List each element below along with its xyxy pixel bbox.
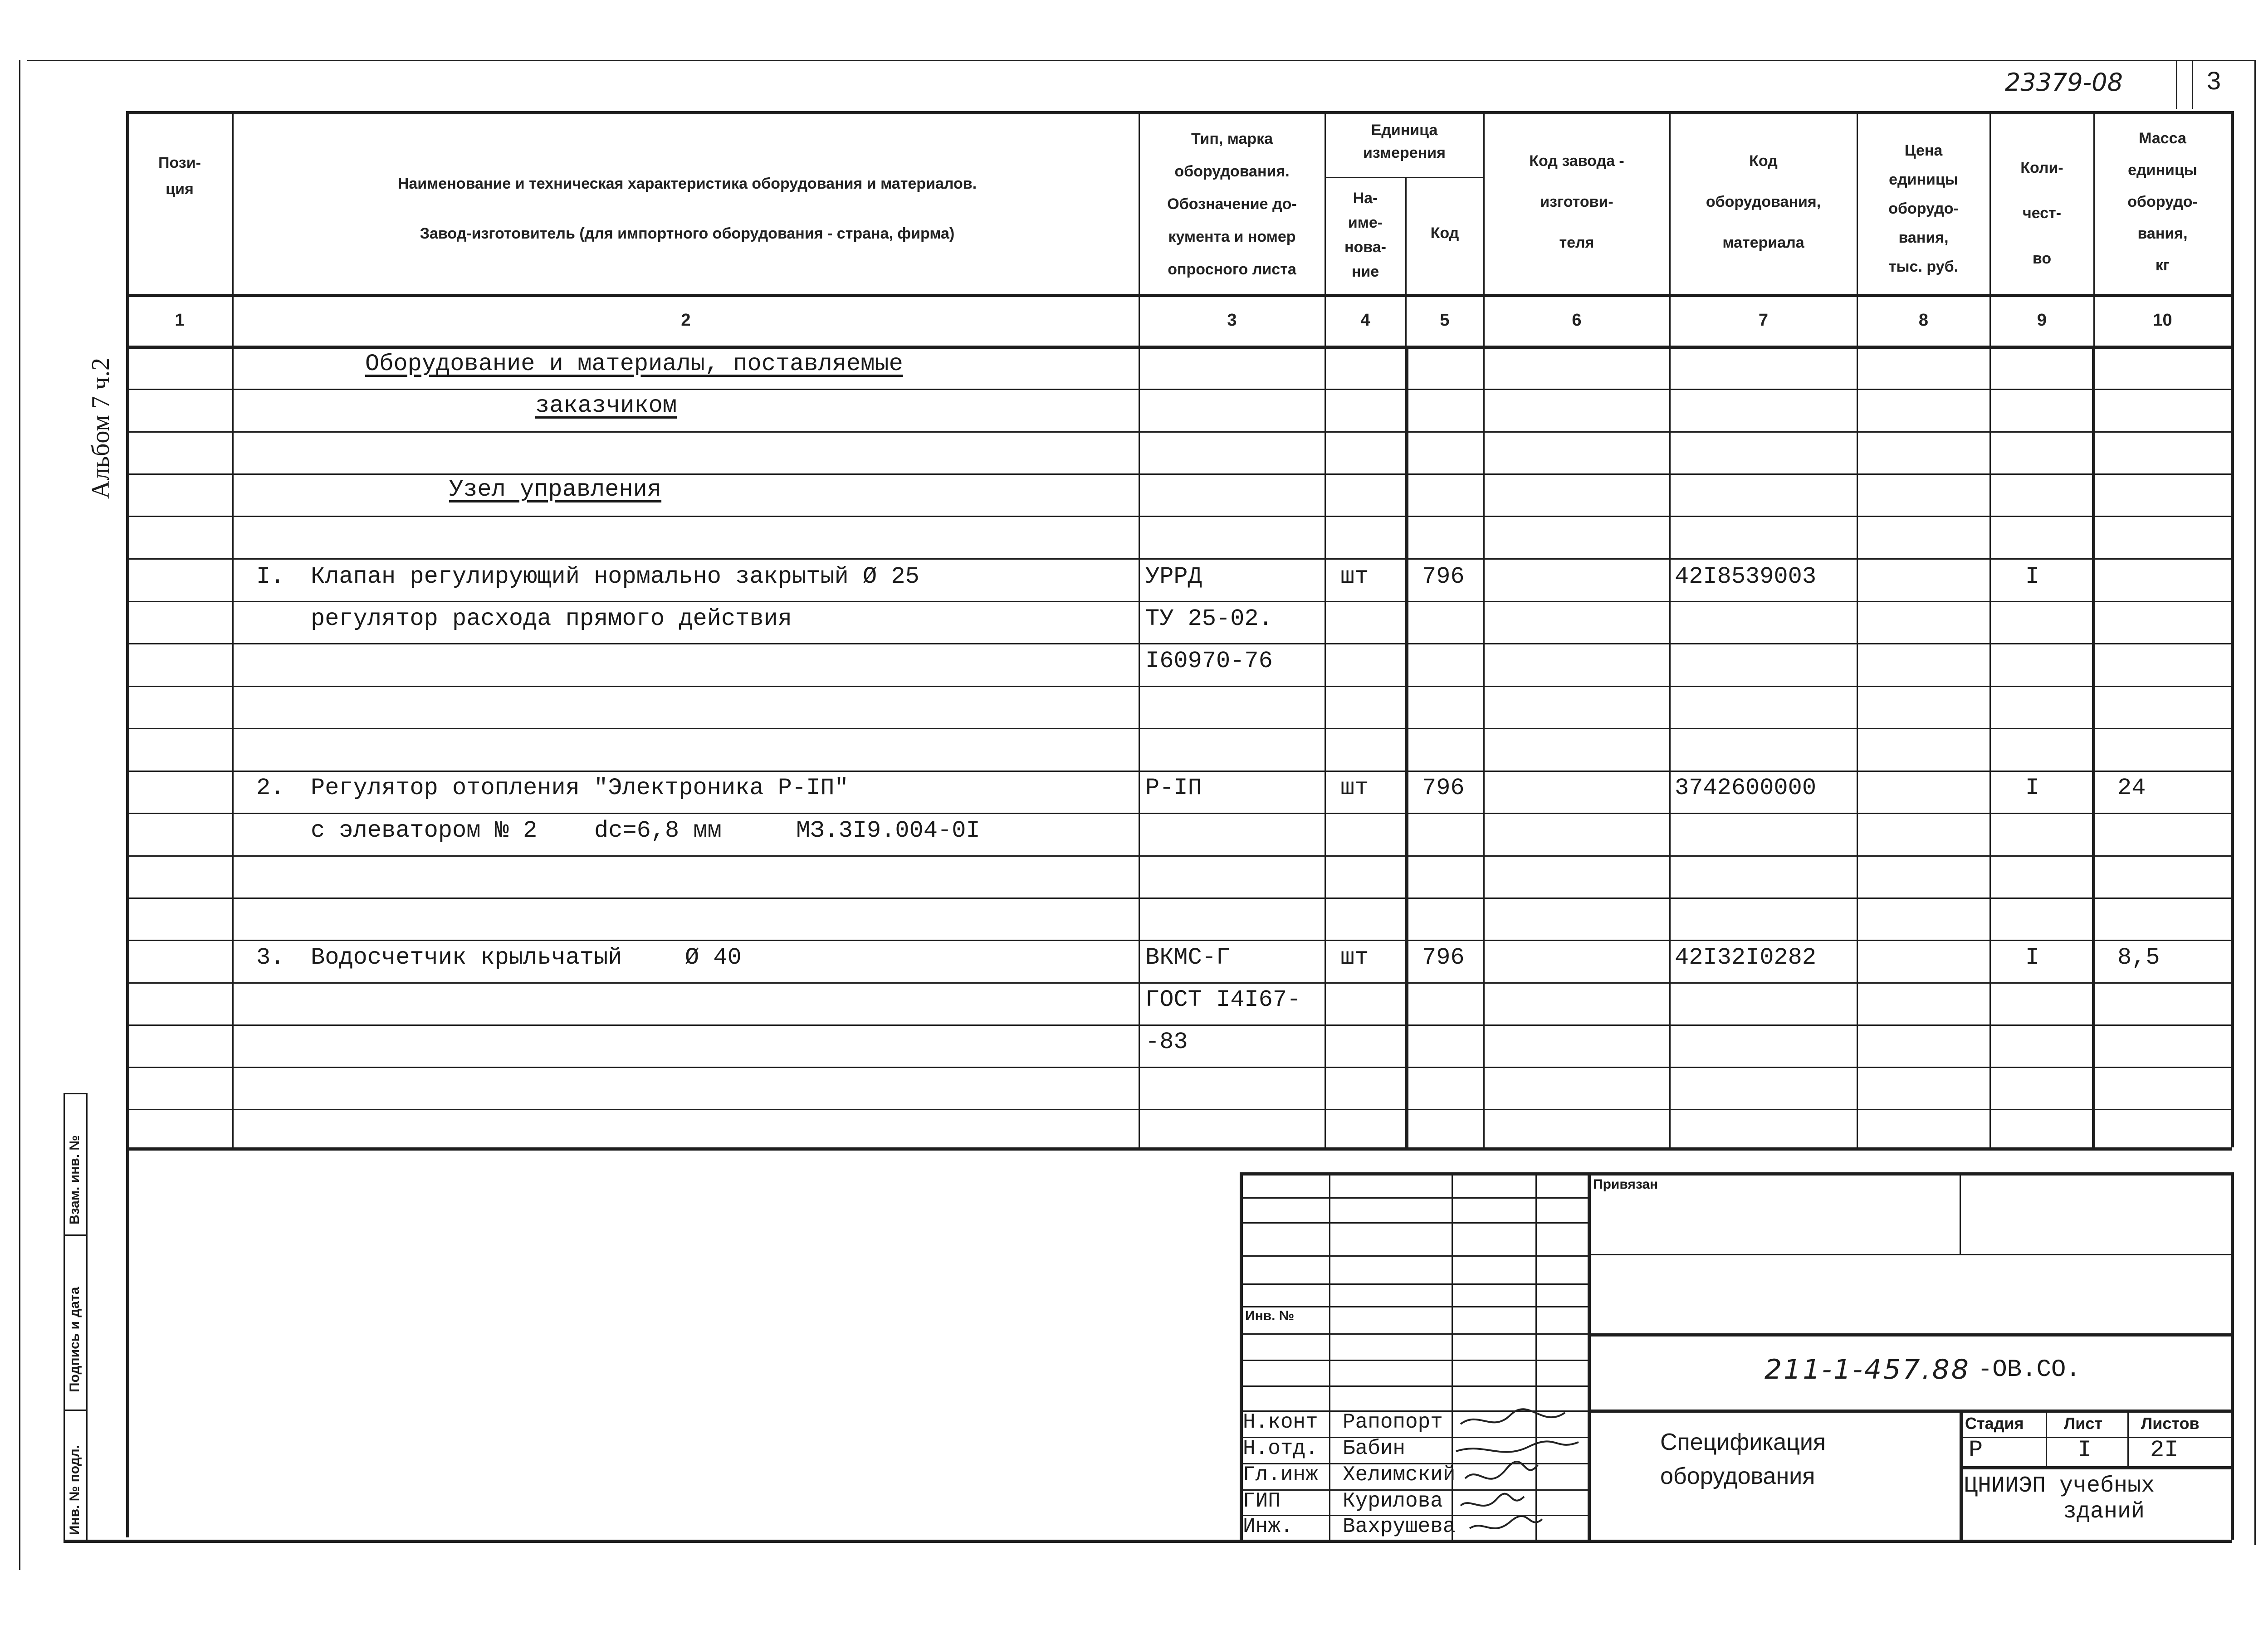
tb-line: [1240, 1197, 1588, 1199]
tb-role: ГИП: [1243, 1489, 1281, 1513]
item-type-cont: ГОСТ I4I67-: [1145, 986, 1301, 1013]
hdr-text: Код: [1749, 152, 1778, 170]
hdr-text: вания,: [2137, 225, 2188, 242]
row-line: [126, 855, 2232, 857]
tb-line: [1960, 1466, 2231, 1469]
tb-sheet-value: I: [2077, 1437, 2092, 1463]
subsection-title: Узел управления: [449, 476, 662, 503]
item-equip-code: 3742600000: [1675, 775, 1817, 801]
row-line: [126, 431, 2232, 433]
row-line: [126, 473, 2232, 475]
row-line: [126, 813, 2232, 814]
hdr-text: ние: [1351, 263, 1379, 280]
row-line: [126, 643, 2232, 644]
item-unit-code: 796: [1422, 775, 1465, 801]
item-position: 3.: [256, 944, 285, 971]
tb-privyazan: Привязан: [1593, 1177, 1658, 1192]
section-title-cont: заказчиком: [535, 392, 677, 419]
item-qty: I: [2025, 563, 2040, 590]
row-line: [126, 1024, 2232, 1026]
item-type-cont: ТУ 25-02.: [1145, 605, 1273, 632]
stamp-replace-inv: Взам. инв. №: [67, 1135, 82, 1224]
tb-doc-code: 211-1-457.88: [1765, 1354, 1970, 1385]
hdr-unit-group: [1325, 119, 1483, 164]
row-line: [126, 1109, 2232, 1110]
doc-ref-handwritten: 23379-08: [2005, 68, 2123, 97]
row-line: [126, 771, 2232, 772]
hdr-text: оборудования,: [1706, 193, 1821, 210]
hdr-text: материала: [1722, 234, 1804, 251]
right-frame-line: [2254, 60, 2256, 1545]
item-name: Водосчетчик крыльчатый: [311, 944, 622, 971]
ref-box-divider: [2192, 60, 2193, 109]
hdr-text: Масса: [2139, 130, 2186, 147]
row-line: [126, 728, 2232, 729]
hdr-text: теля: [1559, 234, 1594, 251]
bracket-left: [1405, 346, 1408, 1148]
hdr-text: нова-: [1344, 239, 1386, 256]
hdr-text: измерения: [1363, 144, 1446, 161]
hdr-text: оборудования.: [1174, 163, 1290, 180]
stamp-line: [64, 1093, 86, 1094]
item-unit: шт: [1340, 944, 1369, 971]
tb-role: Н.конт: [1243, 1410, 1318, 1434]
tb-sheet-label: Лист: [2064, 1414, 2103, 1433]
tb-line: [1588, 1254, 2231, 1255]
tb-role: Инж.: [1243, 1515, 1293, 1538]
hdr-text: Коли-: [2020, 159, 2063, 176]
colnum: 6: [1572, 311, 1582, 330]
tb-divider: [1588, 1172, 1591, 1540]
colnum: 9: [2037, 311, 2047, 330]
row-line: [126, 558, 2232, 560]
tb-line: [1588, 1333, 2231, 1336]
row-line: [126, 686, 2232, 687]
tb-line: [1588, 1410, 2231, 1413]
tb-left: [1240, 1172, 1243, 1540]
hdr-mass: [2094, 122, 2231, 281]
row-line: [126, 1067, 2232, 1068]
col-line: [1483, 111, 1485, 1147]
hdr-equip-code: [1670, 141, 1857, 263]
hdr-text: тыс. руб.: [1888, 258, 1959, 275]
stamp-line: [64, 1410, 86, 1411]
tb-line: [1960, 1410, 1963, 1540]
item-qty: I: [2025, 775, 2040, 801]
tb-right: [2231, 1172, 2234, 1540]
hdr-text: Цена: [1904, 142, 1943, 159]
tb-role: Гл.инж: [1243, 1463, 1318, 1487]
hdr-text: Единица: [1371, 122, 1438, 139]
tb-person: Бабин: [1343, 1437, 1406, 1460]
item-name-extra: dс=6,8 мм: [594, 817, 722, 844]
col-line: [2231, 111, 2234, 1147]
hdr-text: во: [2032, 250, 2052, 267]
tb-doc-suffix: -ОВ.СО.: [1978, 1356, 2081, 1384]
item-name-ref: МЗ.3I9.004-0I: [796, 817, 980, 844]
hdr-text: оборудо-: [2127, 193, 2198, 210]
tb-title: Спецификация: [1660, 1429, 1826, 1455]
tb-line: [1240, 1255, 1588, 1257]
table-top: [126, 111, 2232, 114]
item-unit-code: 796: [1422, 944, 1465, 971]
hdr-text: ция: [166, 180, 194, 198]
hdr-text: име-: [1348, 214, 1383, 231]
hdr-text: Обозначение до-: [1167, 195, 1297, 213]
hdr-name: [236, 159, 1139, 259]
hdr-factory-code: [1484, 141, 1669, 263]
row-line: [126, 389, 2232, 390]
col-line: [1669, 111, 1671, 1147]
tb-line: [1240, 1333, 1588, 1335]
tb-line: [1240, 1222, 1588, 1224]
tb-title-cont: оборудования: [1660, 1463, 1815, 1489]
hdr-text: Тип, марка: [1191, 130, 1273, 147]
hdr-text: единицы: [1889, 171, 1958, 188]
item-equip-code: 42I32I0282: [1675, 944, 1817, 971]
item-equip-code: 42I8539003: [1675, 563, 1817, 590]
hdr-qty: [1990, 145, 2093, 281]
item-type: Р-IП: [1145, 775, 1202, 801]
row-line: [126, 601, 2232, 602]
stamp-line: [64, 1093, 65, 1540]
hdr-unit-name: [1325, 186, 1405, 284]
row-line: [126, 982, 2232, 984]
hdr-text: Код завода -: [1529, 152, 1624, 170]
item-name: Клапан регулирующий нормально закрытый Ø 25: [311, 563, 919, 590]
tb-line: [1329, 1172, 1330, 1540]
item-mass: 8,5: [2117, 944, 2160, 971]
top-frame-line: [27, 60, 2254, 61]
hdr-unit-code: Код: [1430, 224, 1459, 242]
hdr-price: [1857, 136, 1989, 281]
tb-line: [1960, 1172, 1961, 1254]
item-mass: 24: [2117, 775, 2146, 801]
hdr-text: Наименование и техническая характеристика оборудования и материалов.: [397, 175, 977, 192]
bracket-right: [2092, 346, 2095, 1148]
tb-line: [1240, 1306, 1588, 1307]
tb-role: Н.отд.: [1243, 1437, 1318, 1460]
item-position: I.: [256, 563, 285, 590]
hdr-text: вания,: [1898, 229, 1949, 246]
colnum: 8: [1918, 311, 1929, 330]
item-name-cont: регулятор расхода прямого действия: [311, 605, 792, 632]
signature-scribbles: [1452, 1406, 1588, 1542]
hdr-text: кг: [2155, 257, 2170, 274]
tb-inv-no: Инв. №: [1245, 1308, 1295, 1323]
sheet-number: 3: [2207, 66, 2221, 95]
album-label: Альбом 7 ч.2: [87, 358, 115, 499]
unit-group-line: [1325, 177, 1483, 178]
item-unit: шт: [1340, 775, 1369, 801]
item-type: ВКМС-Г: [1145, 944, 1231, 971]
tb-line: [1240, 1385, 1588, 1387]
tb-person: Вахрушева: [1343, 1515, 1456, 1538]
item-type-cont: -83: [1145, 1029, 1188, 1055]
item-position: 2.: [256, 775, 285, 801]
colnum: 4: [1360, 311, 1370, 330]
item-qty: I: [2025, 944, 2040, 971]
tb-stage-label: Стадия: [1965, 1414, 2024, 1433]
row-line: [126, 897, 2232, 899]
hdr-text: кумента и номер: [1168, 228, 1296, 245]
item-name: Регулятор отопления "Электроника Р-IП": [311, 775, 849, 801]
hdr-text: Завод-изготовитель (для импортного оборудования - страна, фирма): [420, 225, 955, 242]
tb-person: Рапопорт: [1343, 1410, 1443, 1434]
tb-line: [1960, 1437, 2231, 1438]
stamp-line: [86, 1093, 88, 1540]
table-bottom: [126, 1147, 2232, 1151]
item-type-cont: I60970-76: [1145, 648, 1273, 674]
stamp-line: [64, 1234, 86, 1236]
hdr-position: [127, 150, 232, 202]
tb-person: Курилова: [1343, 1489, 1443, 1513]
colnum: 7: [1758, 311, 1769, 330]
hdr-type: [1139, 122, 1325, 286]
header-bottom: [126, 294, 2232, 297]
hdr-text: изготови-: [1540, 193, 1613, 210]
stamp-sign-date: Подпись и дата: [67, 1287, 82, 1392]
tb-person: Хелимский: [1343, 1463, 1456, 1487]
tb-sheets-label: Листов: [2141, 1414, 2200, 1433]
hdr-text: оборудо-: [1888, 200, 1959, 217]
hdr-text: чест-: [2022, 205, 2062, 222]
colnum: 10: [2153, 311, 2172, 330]
hdr-text: Пози-: [158, 154, 201, 171]
colnum: 1: [175, 311, 185, 330]
tb-sheets-value: 2I: [2150, 1437, 2179, 1463]
row-line: [126, 516, 2232, 517]
left-frame-line: [19, 60, 20, 1570]
col-line: [232, 111, 234, 1147]
colnum: 2: [681, 311, 691, 330]
item-unit-code: 796: [1422, 563, 1465, 590]
tb-line: [1240, 1283, 1588, 1285]
colnum-bottom: [126, 346, 2232, 349]
stamp-orig-inv: Инв. № подл.: [67, 1444, 82, 1535]
bottom-frame: [64, 1540, 2232, 1543]
tb-line: [1240, 1360, 1588, 1361]
hdr-text: На-: [1353, 190, 1378, 207]
row-line: [126, 940, 2232, 941]
item-type: УРРД: [1145, 563, 1202, 590]
colnum: 3: [1227, 311, 1237, 330]
colnum: 5: [1440, 311, 1450, 330]
hdr-text: опросного листа: [1168, 261, 1296, 278]
item-name-cont: с элеватором № 2: [311, 817, 538, 844]
item-unit: шт: [1340, 563, 1369, 590]
item-name-extra: Ø 40: [685, 944, 742, 971]
section-title: Оборудование и материалы, поставляемые: [365, 351, 903, 377]
tb-top: [1240, 1172, 2232, 1176]
tb-stage-value: Р: [1969, 1437, 1983, 1463]
tb-org: ЦНИИЭП учебных: [1964, 1473, 2155, 1499]
tb-org-cont: зданий: [2063, 1499, 2145, 1525]
hdr-text: единицы: [2128, 161, 2197, 179]
ref-box-left: [2176, 60, 2177, 109]
